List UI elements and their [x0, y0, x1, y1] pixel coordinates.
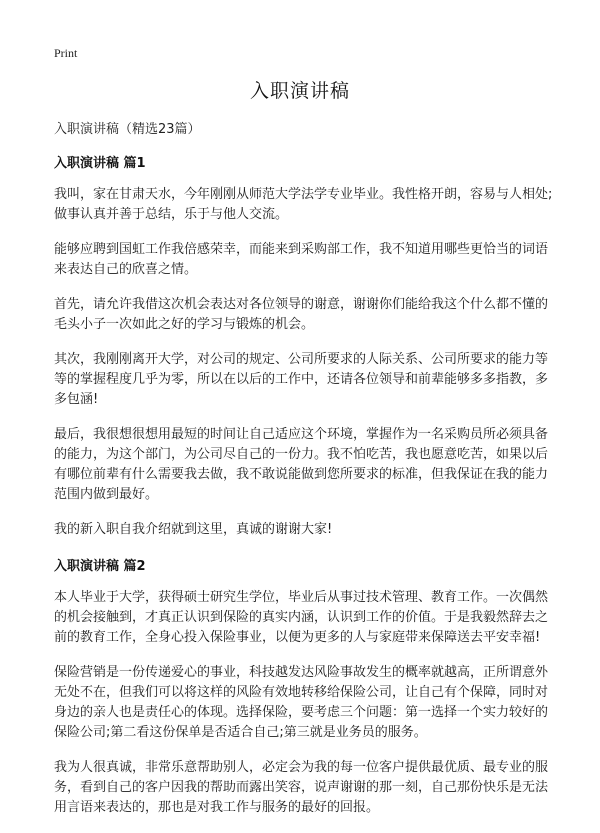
paragraph: 我叫，家在甘肃天水，今年刚刚从师范大学法学专业毕业。我性格开朗，容易与人相处;做事认真并善于总结，乐于与他人交流。 [54, 187, 553, 222]
document-body [54, 118, 554, 833]
section-2 [54, 555, 554, 818]
paragraph: 首先，请允许我借这次机会表达对各位领导的谢意，谢谢你们能给我这个什么都不懂的毛头小子一次如此之好的学习与锻炼的机会。 [54, 297, 549, 332]
section-1 [54, 152, 554, 540]
paragraph: 我的新入职自我介绍就到这里，真诚的谢谢大家! [54, 522, 333, 537]
paragraph: 我为人很真诚，非常乐意帮助别人，必定会为我的每一位客户提供最优质、最专业的服务，看到自己的客户因我的帮助而露出笑容，说声谢谢的那一刻，自己那份快乐是无法用言语来表达的，那也是对我工作与服务的最好的回报。 [54, 760, 549, 815]
section-heading: 入职演讲稿 篇2 [54, 559, 146, 574]
document-subtitle: 入职演讲稿（精选23篇） [54, 122, 201, 137]
paragraph: 最后，我很想很想用最短的时间让自己适应这个环境，掌握作为一名采购员所必须具备的能力，为这个部门，为公司尽自己的一份力。我不怕吃苦，我也愿意吃苦，如果以后有哪位前辈有什么需要我去做，我不敢说能做到您所要求的标准，但我保证在我的能力范围内做到最好。 [54, 427, 549, 502]
section-heading: 入职演讲稿 篇1 [54, 156, 146, 171]
paragraph: 保险营销是一份传递爱心的事业，科技越发达风险事故发生的概率就越高，正所谓意外无处不在，但我们可以将这样的风险有效地转移给保险公司，让自己有个保障，同时对身边的亲人也是责任心的体现。选择保险，要考虑三个问题：第一选择一个实力较好的保险公司;第二看这份保单是否适合自己;第三就是业务员的服务。 [54, 665, 549, 740]
page-title: 入职演讲稿 [249, 80, 350, 102]
paragraph: 本人毕业于大学，获得硕士研究生学位，毕业后从事过技术管理、教育工作。一次偶然的机会接触到，才真正认识到保险的真实内涵，认识到工作的价值。于是我毅然辞去之前的教育工作，全身心投入保险事业，以便为更多的人与家庭带来保障送去平安幸福! [54, 590, 549, 645]
paragraph: 能够应聘到国虹工作我倍感荣幸，而能来到采购部工作，我不知道用哪些更恰当的词语来表达自己的欣喜之情。 [54, 242, 549, 277]
print-link[interactable]: Print [54, 46, 78, 60]
paragraph: 其次，我刚刚离开大学，对公司的规定、公司所要求的人际关系、公司所要求的能力等等的掌握程度几乎为零，所以在以后的工作中，还请各位领导和前辈能够多多指教，多多包涵! [54, 352, 549, 407]
